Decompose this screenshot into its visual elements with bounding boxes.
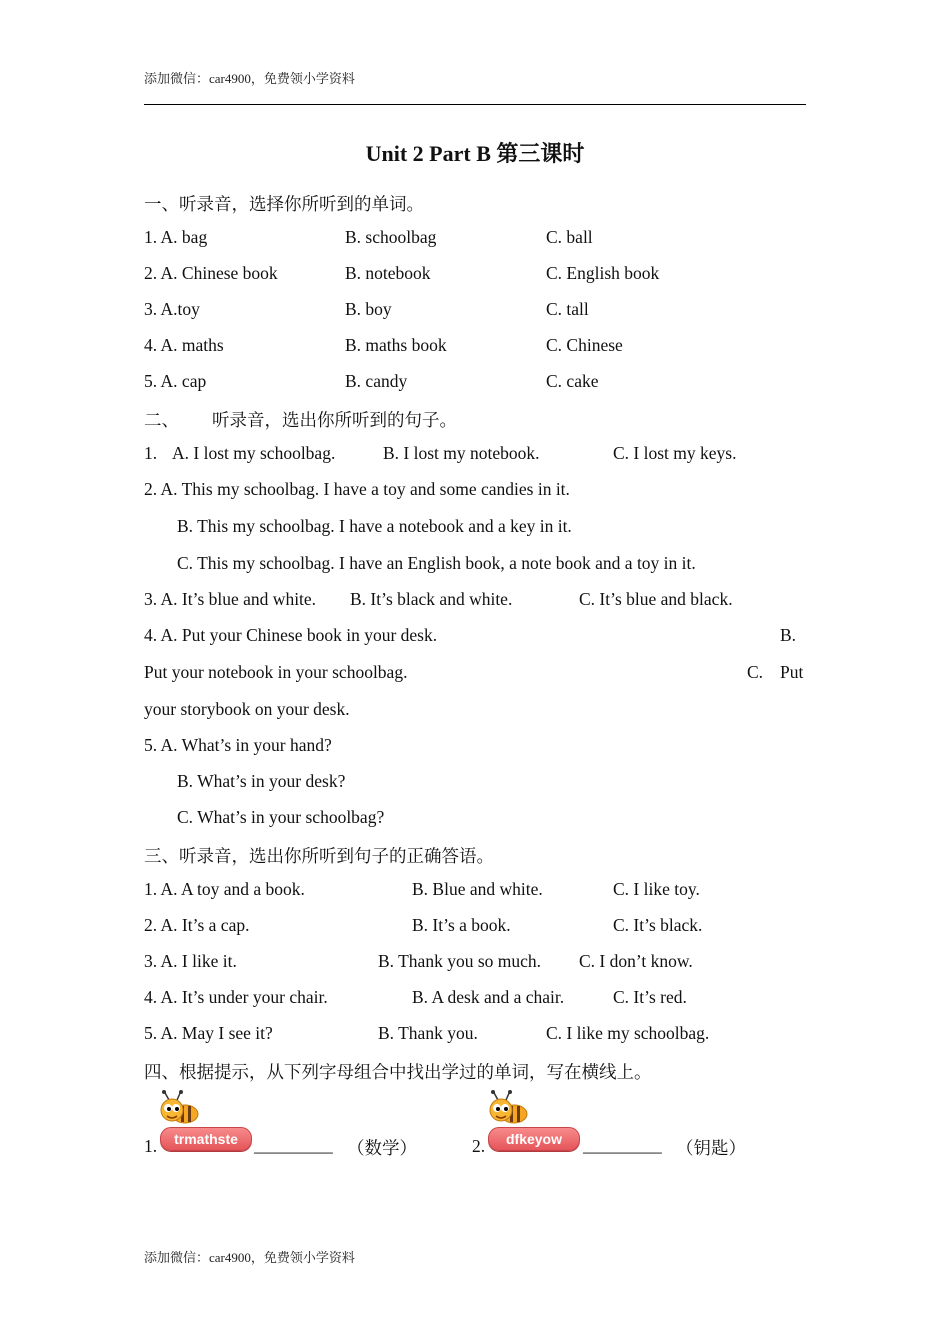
s3-q2-option-a: 2. A. It’s a cap.: [144, 915, 250, 935]
s3-q4-option-a: 4. A. It’s under your chair.: [144, 987, 328, 1007]
s1-q5-option-b: B. candy: [345, 371, 408, 391]
section4-heading: 四、根据提示，从下列字母组合中找出学过的单词，写在横线上。: [144, 1062, 652, 1082]
s3-q5-option-c: C. I like my schoolbag.: [546, 1023, 710, 1043]
s2-q5-option-b: B. What’s in your desk?: [177, 771, 346, 791]
section1-heading: 一、听录音，选择你所听到的单词。: [144, 194, 424, 214]
s2-q2-option-a: 2. A. This my schoolbag. I have a toy and some candies in it.: [144, 479, 570, 499]
s1-q4-option-b: B. maths book: [345, 335, 447, 355]
s3-q1-option-c: C. I like toy.: [613, 879, 700, 899]
s3-q5-option-a: 5. A. May I see it?: [144, 1023, 273, 1043]
s2-q5-option-c: C. What’s in your schoolbag?: [177, 807, 385, 827]
s3-q4-option-c: C. It’s red.: [613, 987, 687, 1007]
header-divider: [144, 104, 806, 105]
section2-heading-number: 二、: [144, 410, 179, 430]
s3-q3-option-c: C. I don’t know.: [579, 951, 693, 971]
s4-item1-hint: （数学）: [347, 1138, 417, 1158]
page-header: 添加微信：car4900，免费领小学资料: [144, 71, 355, 86]
s2-q5-option-a: 5. A. What’s in your hand?: [144, 735, 332, 755]
s1-q5-option-a: 5. A. cap: [144, 371, 207, 391]
s2-q1-number: 1.: [144, 443, 158, 463]
s2-q4-option-b-label: B.: [780, 625, 797, 645]
s3-q3-option-a: 3. A. I like it.: [144, 951, 237, 971]
s3-q2-option-b: B. It’s a book.: [412, 915, 511, 935]
s4-item2-letter-badge: dfkeyow: [488, 1127, 580, 1151]
section2-heading: 听录音，选出你所听到的句子。: [212, 410, 457, 430]
s2-q1-option-a: A. I lost my schoolbag.: [172, 443, 336, 463]
bee-mascot-icon: [484, 1090, 530, 1130]
s2-q4-option-c-word: Put: [780, 662, 804, 682]
s2-q4-option-a: 4. A. Put your Chinese book in your desk.: [144, 625, 438, 645]
s1-q3-option-a: 3. A.toy: [144, 299, 200, 319]
s1-q1-option-a: 1. A. bag: [144, 227, 208, 247]
s4-item2-hint: （钥匙）: [676, 1138, 746, 1158]
s2-q4-option-c-label: C.: [747, 662, 764, 682]
s3-q4-option-b: B. A desk and a chair.: [412, 987, 565, 1007]
s1-q2-option-c: C. English book: [546, 263, 660, 283]
s4-item2-answer-blank[interactable]: _________: [583, 1135, 662, 1155]
page-title: Unit 2 Part B 第三课时: [365, 141, 585, 166]
bee-mascot-icon: [155, 1090, 201, 1130]
s3-q2-option-c: C. It’s black.: [613, 915, 703, 935]
s3-q1-option-a: 1. A. A toy and a book.: [144, 879, 305, 899]
s4-item1-letter-badge: trmathste: [160, 1127, 252, 1151]
s1-q4-option-c: C. Chinese: [546, 335, 623, 355]
s4-item1-number: 1.: [144, 1136, 158, 1156]
s1-q5-option-c: C. cake: [546, 371, 599, 391]
s4-item1-answer-blank[interactable]: _________: [254, 1135, 333, 1155]
page-footer: 添加微信：car4900，免费领小学资料: [144, 1250, 355, 1265]
s1-q3-option-b: B. boy: [345, 299, 392, 319]
s2-q2-option-b: B. This my schoolbag. I have a notebook and a key in it.: [177, 516, 572, 536]
s2-q2-option-c: C. This my schoolbag. I have an English book, a note book and a toy in it.: [177, 553, 696, 573]
s2-q3-option-c: C. It’s blue and black.: [579, 589, 733, 609]
s2-q1-option-b: B. I lost my notebook.: [383, 443, 540, 463]
s2-q4-option-c-rest: your storybook on your desk.: [144, 699, 350, 719]
s3-q1-option-b: B. Blue and white.: [412, 879, 543, 899]
s3-q5-option-b: B. Thank you.: [378, 1023, 478, 1043]
s2-q4-option-b-text: Put your notebook in your schoolbag.: [144, 662, 408, 682]
s2-q3-option-b: B. It’s black and white.: [350, 589, 513, 609]
s1-q1-option-c: C. ball: [546, 227, 593, 247]
s1-q4-option-a: 4. A. maths: [144, 335, 224, 355]
s4-item2-number: 2.: [472, 1136, 486, 1156]
s2-q3-option-a: 3. A. It’s blue and white.: [144, 589, 317, 609]
s1-q2-option-b: B. notebook: [345, 263, 431, 283]
s1-q1-option-b: B. schoolbag: [345, 227, 437, 247]
s3-q3-option-b: B. Thank you so much.: [378, 951, 542, 971]
s1-q3-option-c: C. tall: [546, 299, 589, 319]
s2-q1-option-c: C. I lost my keys.: [613, 443, 737, 463]
s1-q2-option-a: 2. A. Chinese book: [144, 263, 278, 283]
section3-heading: 三、听录音，选出你所听到句子的正确答语。: [144, 846, 494, 866]
